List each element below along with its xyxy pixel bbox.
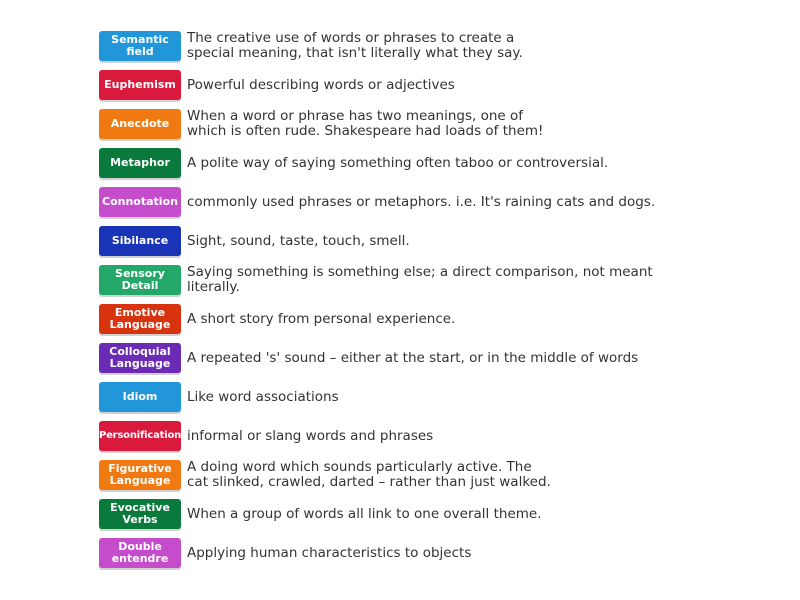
definition-text: A polite way of saying something often taboo or controversial. xyxy=(187,154,609,171)
term-tile-anecdote[interactable]: Anecdote xyxy=(99,109,181,139)
term-tile-colloquial-language[interactable]: Colloquial Language xyxy=(99,343,181,373)
definition-text: Sight, sound, taste, touch, smell. xyxy=(187,232,410,249)
definition-text: When a group of words all link to one overall theme. xyxy=(187,505,542,522)
definition-text: Powerful describing words or adjectives xyxy=(187,76,455,93)
definition-text: When a word or phrase has two meanings, one of which is often rude. Shakespeare had loads of them! xyxy=(187,108,544,139)
match-row xyxy=(99,148,739,178)
match-row xyxy=(99,109,739,139)
definition-text: A repeated 's' sound – either at the start, or in the middle of words xyxy=(187,349,639,366)
match-row xyxy=(99,421,739,451)
match-row xyxy=(99,460,739,490)
match-row xyxy=(99,226,739,256)
term-tile-evocative-verbs[interactable]: Evocative Verbs xyxy=(99,499,181,529)
term-tile-sibilance[interactable]: Sibilance xyxy=(99,226,181,256)
definition-text: Like word associations xyxy=(187,388,339,405)
term-tile-connotation[interactable]: Connotation xyxy=(99,187,181,217)
match-row xyxy=(99,31,739,61)
term-tile-semantic-field[interactable]: Semantic field xyxy=(99,31,181,61)
definition-text: A short story from personal experience. xyxy=(187,310,456,327)
definition-text: A doing word which sounds particularly active. The cat slinked, crawled, darted – rather than just walked. xyxy=(187,459,551,490)
match-row xyxy=(99,70,739,100)
match-row xyxy=(99,187,739,217)
match-row xyxy=(99,343,739,373)
match-row xyxy=(99,538,739,568)
term-tile-double-entendre[interactable]: Double entendre xyxy=(99,538,181,568)
term-tile-sensory-detail[interactable]: Sensory Detail xyxy=(99,265,181,295)
definition-text: Applying human characteristics to objects xyxy=(187,544,472,561)
match-row xyxy=(99,499,739,529)
term-tile-euphemism[interactable]: Euphemism xyxy=(99,70,181,100)
definition-text: informal or slang words and phrases xyxy=(187,427,434,444)
definition-text: Saying something is something else; a direct comparison, not meant literally. xyxy=(187,264,653,295)
term-tile-emotive-language[interactable]: Emotive Language xyxy=(99,304,181,334)
definition-text: commonly used phrases or metaphors. i.e. It's raining cats and dogs. xyxy=(187,193,656,210)
term-tile-figurative-language[interactable]: Figurative Language xyxy=(99,460,181,490)
match-row xyxy=(99,382,739,412)
definition-text: The creative use of words or phrases to create a special meaning, that isn't literally what they say. xyxy=(187,30,523,61)
match-row xyxy=(99,304,739,334)
term-tile-personification[interactable]: Personification xyxy=(99,421,181,451)
match-row xyxy=(99,265,739,295)
term-tile-metaphor[interactable]: Metaphor xyxy=(99,148,181,178)
term-tile-idiom[interactable]: Idiom xyxy=(99,382,181,412)
